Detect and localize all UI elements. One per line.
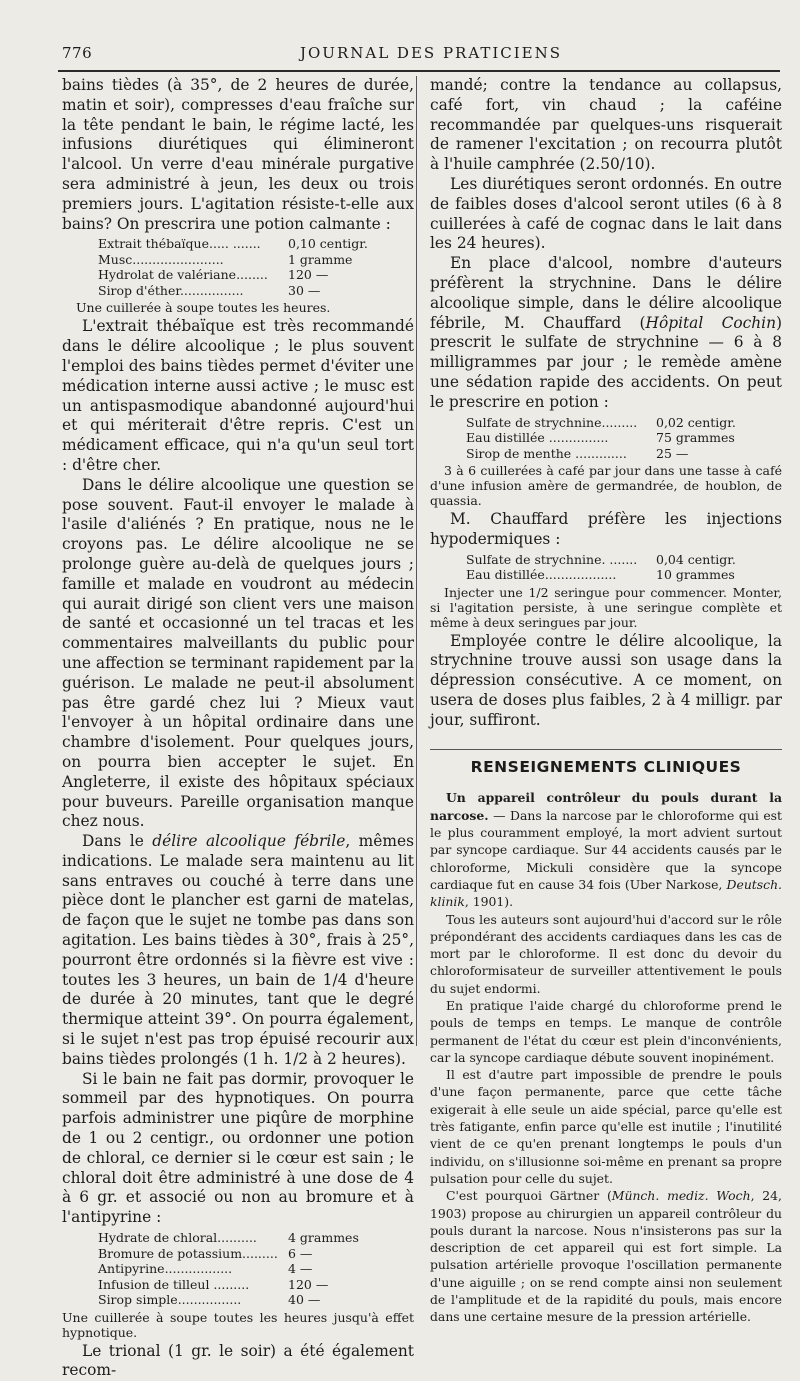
rx-dose: 4 — — [288, 1261, 313, 1277]
rx-ingredient: Extrait thébaïque..... ....... — [98, 236, 261, 252]
rx-ingredient: Infusion de tilleul ......... — [98, 1276, 250, 1292]
text-run: C'est pourquoi Gärtner ( — [446, 1188, 612, 1204]
rx-dose: 4 grammes — [288, 1230, 359, 1246]
rx-dose: 10 grammes — [656, 567, 735, 583]
rx-ingredient: Sirop d'éther................ — [98, 282, 244, 298]
rx-row — [430, 430, 782, 446]
prescription-hypnotique — [62, 1230, 414, 1308]
clinical-notes — [430, 789, 782, 1325]
rx-row — [430, 552, 782, 568]
paragraph: mandé; contre la tendance au collapsus, café fort, vin chaud ; la caféine recommandée par quelques-uns risquerait de ramener l'excitation ; on recourra plutôt à l'huile camphrée (2.50/10). — [430, 76, 782, 174]
prescription-strychnine-injection — [430, 552, 782, 583]
paragraph: Dans le délire alcoolique une question se pose souvent. Faut-il envoyer le malade à l'asile d'aliénés ? En pratique, nous ne le croyons pas. Le délire alcoolique ne se prolonge guère au-delà de quelques jours ; famille et malade en voudront au médecin qui aurait dirigé son client vers une maison de santé et occasionné un tel tracas et les commentaires malveillants du public pour une affection se terminant rapidement par la guérison. Le malade ne peut-il absolument pas être gardé chez lui ? Mieux vaut l'envoyer à un hôpital ordinaire dans une chambre d'isolement. Pour quelques jours, on pourra bien accepter le sujet. En Angleterre, il existe des hôpitaux spéciaux pour buveurs. Pareille organisation manque chez nous. — [62, 475, 414, 831]
rx-ingredient: Eau distillée ............... — [466, 430, 609, 446]
text-run: , mêmes indications. Le malade sera maintenu au lit sans entraves ou couché à terre dans une pièce dont le plancher est garni de matelas, de façon que le sujet ne tombe pas dans son agitation. Les bains tièdes à 30°, frais à 25°, pourront être ordonnés si la fièvre est vive : toutes les 3 heures, un bain de 1/4 d'heure de durée à 20 minutes, tant que le degré thermique atteint 39°. On pourra également, si le sujet n'est pas trop épuisé recourir aux bains tièdes prolongés (1 h. 1/2 à 2 heures). — [62, 832, 414, 1068]
paragraph: Tous les auteurs sont aujourd'hui d'accord sur le rôle prépondérant des accidents cardiaques dans les cas de mort par le chloroforme. Il est donc du devoir du chloroformisateur de surveiller attentivement le pouls du sujet endormi. — [430, 911, 782, 996]
italic-term: Hôpital Cochin — [645, 313, 776, 332]
left-column — [62, 76, 414, 1381]
text-run: — Dans la narcose par le chloroforme qui est le plus couramment employé, la mort advient surtout par syncope cardiaque. Sur 44 accidents causés par le chloroforme, Mickuli considère que la syncope cardiaque fut en cause 34 fois (Uber Narkose, — [430, 807, 782, 892]
italic-term: délire alcoolique fébrile — [152, 832, 346, 851]
paragraph: Les diurétiques seront ordonnés. En outre de faibles doses d'alcool seront utiles (6 à 8 cuillerées à café de cognac dans le lait dans les 24 heures). — [430, 174, 782, 253]
paragraph — [62, 832, 414, 1070]
section-title: RENSEIGNEMENTS CLINIQUES — [430, 749, 782, 778]
rx-dose: 120 — — [288, 1276, 329, 1292]
rx-note: 3 à 6 cuillerées à café par jour dans une tasse à café d'une infusion amère de germandrée, de houblon, de quassia. — [430, 463, 782, 509]
paragraph — [430, 789, 782, 910]
text-run: , 24, 1903) propose au chirurgien un appareil contrôleur du pouls durant la narcose. Nous n'insisterons pas sur la description de cet appareil qui est fort simple. La pulsation artérielle provoque l'oscillation permanente d'une aiguille ; on se rend compte ainsi non seulement de l'amplitude et de la rapidité du pouls, mais encore dans une certaine mesure de la pression artérielle. — [430, 1188, 782, 1325]
rx-row — [430, 446, 782, 462]
italic-term: Münch. mediz. Woch — [611, 1188, 751, 1204]
rx-ingredient: Musc....................... — [98, 251, 224, 267]
paragraph: Si le bain ne fait pas dormir, provoquer le sommeil par des hypnotiques. On pourra parfois administrer une piqûre de morphine de 1 ou 2 centigr., ou ordonner une potion de chloral, ce dernier si le cœur est sain ; le chloral doit être administré à une dose de 4 à 6 gr. et associé ou non au bromure et à l'antipyrine : — [62, 1069, 414, 1227]
text-run: , 1901). — [464, 894, 514, 910]
rx-ingredient: Sulfate de strychnine......... — [466, 414, 638, 430]
paragraph — [430, 1187, 782, 1325]
rx-dose: 0,04 centigr. — [656, 551, 736, 567]
paragraph: L'extrait thébaïque est très recommandé dans le délire alcoolique ; le plus souvent l'emploi des bains tièdes permet d'éviter une médication interne aussi active ; le musc est un antispasmodique abandonné aujourd'hui et qui mériterait d'être repris. C'est un médicament efficace, qui n'a qu'un seul tort : d'être cher. — [62, 317, 414, 474]
rx-row — [62, 267, 414, 283]
prescription-strychnine-potion — [430, 415, 782, 462]
paragraph: Employée contre le délire alcoolique, la strychnine trouve aussi son usage dans la dépression consécutive. A ce moment, on usera de doses plus faibles, 2 à 4 milligr. par jour, suffiront. — [430, 631, 782, 729]
rx-ingredient: Hydrolat de valériane........ — [98, 267, 268, 283]
rx-ingredient: Sulfate de strychnine. ....... — [466, 551, 638, 567]
prescription-calmante — [62, 236, 414, 298]
rx-row — [62, 252, 414, 268]
rx-ingredient: Bromure de potassium......... — [98, 1245, 278, 1261]
rx-ingredient: Antipyrine................. — [98, 1261, 233, 1277]
rx-note: Une cuillerée à soupe toutes les heures. — [76, 300, 331, 316]
rx-row — [62, 1261, 414, 1277]
rx-dose: 30 — — [288, 282, 321, 298]
rx-row — [62, 1292, 414, 1308]
italic-term: Deutsch. klinik — [430, 876, 782, 910]
text-run: Dans le — [82, 832, 153, 851]
paragraph: Il est d'autre part impossible de prendre le pouls d'une façon permanente, parce que cette tâche exigerait à elle seule un aide spécial, parce qu'elle est très fatigante, enfin parce qu'elle est inutile ; l'inutilité vient de ce qu'en prenant longtemps le pouls d'un individu, on s'illusionne soi-même en prenant sa propre pulsation pour celle du sujet. — [430, 1067, 782, 1186]
rx-row — [62, 1230, 414, 1246]
paragraph — [430, 254, 782, 412]
rx-ingredient: Eau distillée.................. — [466, 567, 617, 583]
rx-row — [430, 415, 782, 431]
paragraph: bains tièdes (à 35°, de 2 heures de durée, matin et soir), compresses d'eau fraîche sur la tête pendant le bain, le régime lacté, les infusions diurétiques qui élimineront l'alcool. Un verre d'eau minérale purgative sera administré à jeun, les deux ou trois premiers jours. L'agitation résiste-t-elle aux bains? On prescrira une potion calmante : — [62, 76, 414, 233]
rx-dose: 25 — — [656, 445, 689, 461]
rx-dose: 6 — — [288, 1245, 313, 1261]
rx-row — [62, 283, 414, 299]
page-number: 776 — [62, 44, 93, 62]
rx-row — [62, 1246, 414, 1262]
subheading: Un appareil contrôleur du pouls durant la narcose. — [430, 790, 782, 823]
rx-dose: 0,10 centigr. — [288, 236, 368, 252]
header-rule — [58, 70, 780, 72]
text-run: ) prescrit le sulfate de strychnine — 6 à 8 milligrammes par jour ; le remède amène une sédation rapide des accidents. On peut le prescrire en potion : — [430, 313, 783, 411]
rx-note: Injecter une 1/2 seringue pour commencer. Monter, si l'agitation persiste, à une seringue complète et même à deux seringues par jour. — [430, 584, 782, 630]
rx-ingredient: Sirop simple................ — [98, 1292, 242, 1308]
column-separator — [416, 76, 417, 1046]
rx-dose: 75 grammes — [656, 430, 735, 446]
running-head: JOURNAL DES PRATICIENS — [300, 44, 563, 62]
text-run: En place d'alcool, nombre d'auteurs préfèrent la strychnine. Dans le délire alcoolique simple, dans le délire alcoolique fébrile, M. Chauffard ( — [430, 254, 782, 332]
rx-row — [62, 236, 414, 252]
rx-dose: 40 — — [288, 1292, 321, 1308]
right-column — [430, 76, 782, 1326]
rx-ingredient: Sirop de menthe ............. — [466, 445, 627, 461]
rx-row — [430, 567, 782, 583]
paragraph: M. Chauffard préfère les injections hypodermiques : — [430, 510, 782, 548]
paragraph: Le trional (1 gr. le soir) a été également recom- — [62, 1341, 414, 1380]
rx-ingredient: Hydrate de chloral.......... — [98, 1230, 257, 1246]
rx-dose: 120 — — [288, 267, 329, 283]
rx-dose: 1 gramme — [288, 251, 353, 267]
rx-row — [62, 1277, 414, 1293]
rx-dose: 0,02 centigr. — [656, 414, 736, 430]
paragraph: En pratique l'aide chargé du chloroforme prend le pouls de temps en temps. Le manque de contrôle permanent de l'état du cœur est plein d'inconvénients, car la syncope cardiaque débute souvent inopinément. — [430, 997, 782, 1065]
rx-note: Une cuillerée à soupe toutes les heures jusqu'à effet hypnotique. — [62, 1309, 414, 1340]
